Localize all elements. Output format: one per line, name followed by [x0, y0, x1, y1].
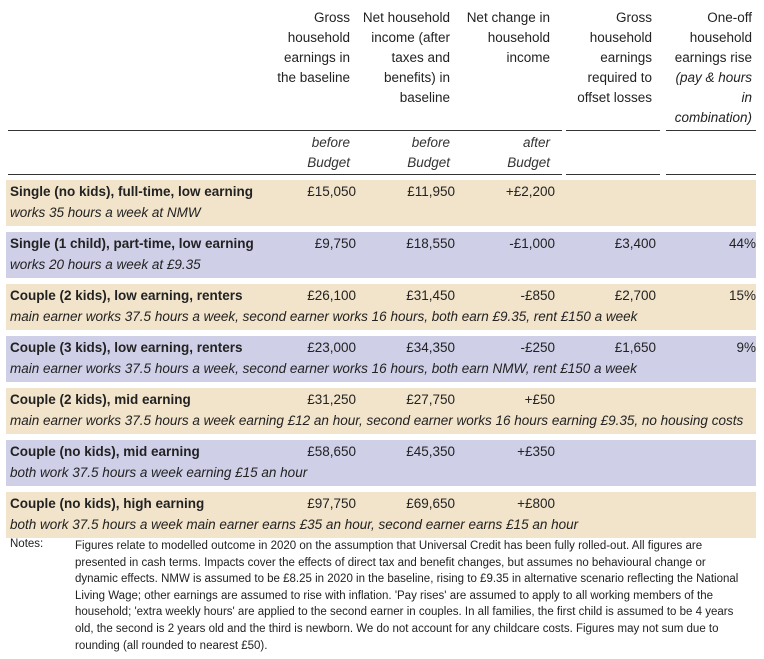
gross-earnings-value: £31,250 — [307, 392, 356, 407]
household-type: Couple (no kids), mid earning — [10, 444, 200, 459]
header-gross-baseline: Gross household earnings in the baseline — [277, 10, 350, 85]
household-description: works 35 hours a week at NMW — [10, 205, 201, 220]
subheader-rule — [666, 174, 756, 175]
required-earnings-value: £3,400 — [614, 236, 656, 251]
table-row — [6, 492, 756, 538]
household-description: main earner works 37.5 hours a week, second earner works 16 hours, both earn NMW, rent £150 a week — [10, 361, 637, 376]
household-description: both work 37.5 hours a week earning £15 an hour — [10, 465, 308, 480]
subheader-rule — [8, 174, 562, 175]
gross-earnings-value: £15,050 — [307, 184, 356, 199]
household-description: main earner works 37.5 hours a week earning £12 an hour, second earner works 16 hours earning £9.35, no housing costs — [10, 413, 744, 428]
household-type: Couple (2 kids), low earning, renters — [10, 288, 243, 303]
net-change-value: -£850 — [520, 288, 555, 303]
household-description: both work 37.5 hours a week main earner earns £35 an hour, second earner earns £15 an hour — [10, 517, 579, 532]
earnings-rise-value: 44% — [728, 236, 756, 251]
net-income-value: £45,350 — [406, 444, 455, 459]
earnings-rise-value: 9% — [736, 340, 756, 355]
header-rule — [8, 130, 562, 131]
subheader-before-budget: before Budget — [407, 135, 450, 170]
table-row — [6, 388, 756, 434]
earnings-rise-value: 15% — [728, 288, 756, 303]
household-type: Single (no kids), full-time, low earning — [10, 184, 254, 199]
subheader-rule — [566, 174, 660, 175]
header-earnings-rise-note: (pay & hours in combination) — [674, 70, 752, 125]
net-income-value: £27,750 — [406, 392, 455, 407]
net-change-value: +£50 — [524, 392, 555, 407]
gross-earnings-value: £23,000 — [307, 340, 356, 355]
gross-earnings-value: £58,650 — [307, 444, 356, 459]
net-change-value: -£1,000 — [509, 236, 555, 251]
header-rule — [566, 130, 660, 131]
required-earnings-value: £1,650 — [614, 340, 656, 355]
household-type: Single (1 child), part-time, low earning — [10, 236, 254, 251]
table-row — [6, 232, 756, 278]
household-type: Couple (3 kids), low earning, renters — [10, 340, 243, 355]
subheader-after-budget: after Budget — [507, 135, 550, 170]
notes-label: Notes: — [10, 538, 44, 550]
table-row — [6, 180, 756, 226]
net-income-value: £69,650 — [406, 496, 455, 511]
gross-earnings-value: £26,100 — [307, 288, 356, 303]
gross-earnings-value: £9,750 — [314, 236, 356, 251]
notes-text: Figures relate to modelled outcome in 2020 on the assumption that Universal Credit has been fully rolled-out. All figures are presented in cash terms. Impacts cover the effects of direct tax and benefit changes, but assumes no behavioural change or dynamic effects. NMW is assumed to be £8.25 in 2020 in the baseline, rising to £9.35 in alternative scenario reflecting the National Living Wage; other earnings are assumed to rise with inflation. 'Pay rises' are assumed to apply to all working members of the household; 'extra weekly hours' are applied to the second earner in couples. In all families, the first child is assumed to be 4 years old, the second is 2 years old and the third is newborn. We do not account for any childcare costs. Figures may not sum due to rounding (all rounded to nearest £50). — [75, 540, 739, 652]
household-type: Couple (2 kids), mid earning — [10, 392, 191, 407]
net-change-value: -£250 — [520, 340, 555, 355]
household-description: main earner works 37.5 hours a week, second earner works 16 hours, both earn £9.35, rent £150 a week — [10, 309, 638, 324]
header-gross-required: Gross household earnings required to offset losses — [577, 10, 652, 105]
header-rule — [666, 130, 756, 131]
net-change-value: +£350 — [517, 444, 555, 459]
household-type: Couple (no kids), high earning — [10, 496, 205, 511]
subheader-before-budget: before Budget — [307, 135, 350, 170]
table-row — [6, 284, 756, 330]
table-row — [6, 336, 756, 382]
net-change-value: +£2,200 — [505, 184, 555, 199]
header-net-baseline: Net household income (after taxes and benefits) in baseline — [362, 10, 450, 105]
net-income-value: £34,350 — [406, 340, 455, 355]
header-earnings-rise: One-off household earnings rise — [674, 10, 752, 65]
required-earnings-value: £2,700 — [614, 288, 656, 303]
header-net-change: Net change in household income — [466, 10, 550, 65]
table-row — [6, 440, 756, 486]
net-change-value: +£800 — [517, 496, 555, 511]
net-income-value: £18,550 — [406, 236, 455, 251]
net-income-value: £11,950 — [407, 184, 455, 199]
net-income-value: £31,450 — [406, 288, 455, 303]
gross-earnings-value: £97,750 — [307, 496, 356, 511]
household-description: works 20 hours a week at £9.35 — [10, 257, 201, 272]
